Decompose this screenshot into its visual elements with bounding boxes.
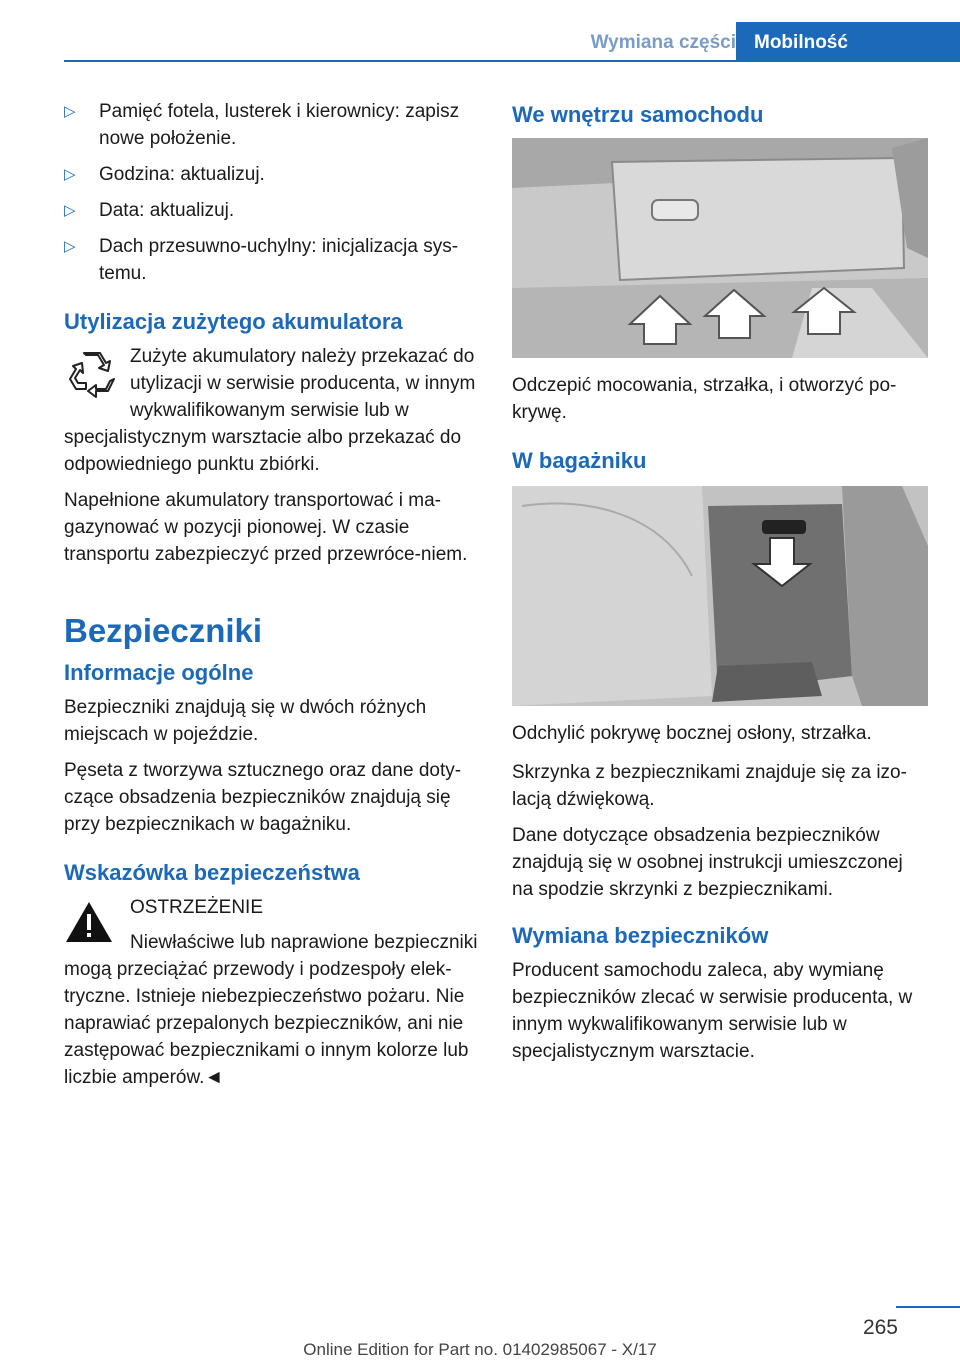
glovebox-photo	[512, 138, 928, 358]
warning-text: Niewłaściwe lub naprawione bezpieczniki mogą przeciążać przewody i podzespoły elek‐tryczne. Istnieje niebezpieczeństwo pożaru. Nie naprawiać przepalonych bezpieczników, ani nie zastępować bezpiecznikami o innym kolorze lub liczbie amperów.◄	[64, 932, 478, 1088]
recycle-icon	[64, 347, 120, 403]
bullet-text: Godzina: aktualizuj.	[99, 164, 265, 185]
battery-disposal-heading: Utylizacja zużytego akumulatora	[64, 309, 403, 334]
trunk-side-panel-photo	[512, 486, 928, 706]
header-section-title: Wymiana części	[590, 32, 736, 53]
battery-disposal-block	[64, 343, 478, 487]
battery-disposal-text: Zużyte akumulatory należy przekazać do utylizacji w serwisie producenta, w innym wykwalifikowanym serwisie lub w specjalistycznym warsztacie albo przekazać do odpowiedniego punktu zbiórki.	[64, 346, 476, 475]
safety-heading: Wskazówka bezpieczeństwa	[64, 860, 360, 885]
bullet-text: Data: aktualizuj.	[99, 200, 235, 221]
warning-block	[64, 894, 478, 1091]
left-column	[64, 98, 478, 1100]
replace-fuses-text: Producent samochodu zaleca, aby wymianę bezpieczników zlecać w serwisie producenta, w innym wykwalifikowanym serwisie lub w specjalistycznym warsztacie.	[512, 960, 913, 1062]
right-column	[512, 98, 928, 1074]
general-info-text-1: Bezpieczniki znajdują się w dwóch różnych miejscach w pojeździe.	[64, 697, 427, 745]
bullet-text: Dach przesuwno-uchylny: inicjalizacja sys‐temu.	[99, 236, 459, 284]
trunk-text-1: Skrzynka z bezpiecznikami znajduje się za izo‐lacją dźwiękową.	[512, 762, 907, 810]
trunk-text-2: Dane dotyczące obsadzenia bezpieczników znajdują się w osobnej instrukcji umieszczonej na spodzie skrzynki z bezpiecznikami.	[512, 825, 903, 900]
general-info-text-2: Pęseta z tworzywa sztucznego oraz dane doty‐czące obsadzenia bezpieczników znajdują się przy bezpiecznikach w bagażniku.	[64, 760, 462, 835]
list-item	[64, 197, 478, 224]
page-header	[64, 22, 960, 62]
replace-fuses-heading: Wymiana bezpieczników	[512, 923, 769, 948]
interior-caption: Odczepić mocowania, strzałka, i otworzyć po‐krywę.	[512, 375, 897, 423]
trunk-heading: W bagażniku	[512, 448, 647, 473]
footer-rule	[896, 1306, 960, 1308]
trunk-caption: Odchylić pokrywę bocznej osłony, strzałka.	[512, 723, 872, 744]
bullet-triangle-icon: ▷	[64, 202, 76, 219]
fuses-title: Bezpieczniki	[64, 612, 263, 649]
list-item	[64, 161, 478, 188]
bullet-triangle-icon: ▷	[64, 166, 76, 183]
bullet-triangle-icon: ▷	[64, 103, 76, 120]
bullet-text: Pamięć fotela, lusterek i kierownicy: zapisz nowe położenie.	[99, 101, 460, 149]
list-item	[64, 98, 478, 152]
bullet-triangle-icon: ▷	[64, 238, 76, 255]
page-number: 265	[862, 1316, 898, 1339]
general-info-heading: Informacje ogólne	[64, 660, 254, 685]
edition-footer: Online Edition for Part no. 01402985067 - X/17	[303, 1340, 657, 1359]
list-item	[64, 233, 478, 287]
header-chapter-tab: Mobilność	[736, 22, 960, 62]
warning-triangle-icon	[64, 900, 114, 944]
warning-title: OSTRZEŻENIE	[130, 897, 264, 918]
interior-heading: We wnętrzu samochodu	[512, 102, 764, 127]
bullet-list	[64, 98, 478, 287]
battery-transport-text: Napełnione akumulatory transportować i ma‐gazynować w pozycji pionowej. W czasie transportu zabezpieczyć przed przewróce‐niem.	[64, 490, 468, 565]
